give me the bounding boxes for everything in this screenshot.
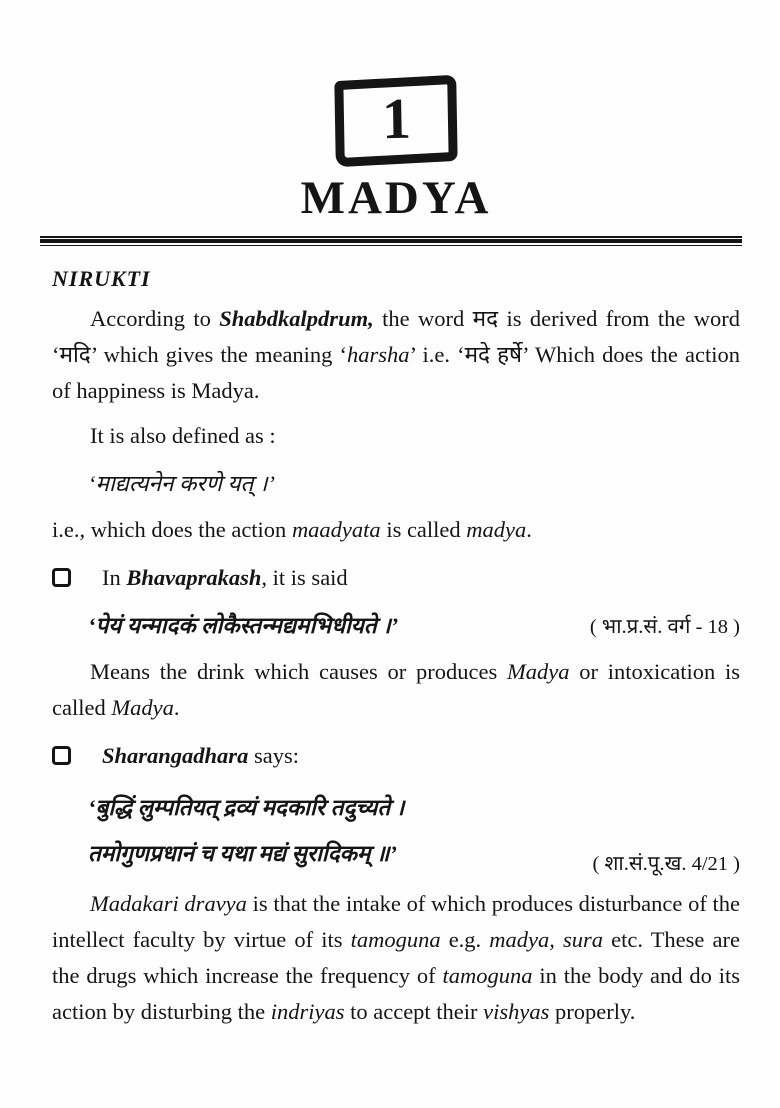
text-run: harsha <box>347 342 410 368</box>
text-run: According to <box>90 306 220 332</box>
verse-line-2: तमोगुणप्रधानं च यथा मद्यं सुरादिकम् ॥’ <box>88 841 398 867</box>
text-run: says: <box>248 743 299 769</box>
text-run: tamoguna <box>350 927 441 953</box>
text-run: मदे हर्षे <box>464 342 523 368</box>
text-run: मद <box>472 306 499 332</box>
text-run: vishyas <box>483 999 550 1025</box>
text-run: ’ i.e. ‘ <box>409 342 465 368</box>
text-run: the word <box>373 306 473 332</box>
paragraph-madakari-dravya <box>52 886 740 1030</box>
double-rule-divider <box>40 236 742 246</box>
section-heading: NIRUKTI <box>52 266 151 292</box>
square-bullet-icon <box>52 746 71 765</box>
text-run: is derived from the word ‘ <box>52 306 741 368</box>
text-run: to accept their <box>344 999 484 1025</box>
text-run: maadyata <box>291 517 381 543</box>
text-run: i.e., which does the action <box>52 517 292 543</box>
chapter-header <box>52 78 740 164</box>
quote-citation: ( शा.सं.पू.ख. 4/21 ) <box>592 853 740 876</box>
quote-citation: ( भा.प्र.सं. वर्ग - 18 ) <box>589 616 740 639</box>
sanskrit-quote-text: ‘माद्यत्यनेन करणे यत् ।’ <box>88 471 276 497</box>
text-run: ’ which gives the meaning ‘ <box>90 342 348 368</box>
text-run: or intoxication is called <box>52 659 741 721</box>
text-run: In <box>102 565 127 591</box>
square-bullet-icon <box>52 568 71 587</box>
text-run: ’ Which does the action of happiness is Madya. <box>52 342 740 404</box>
chapter-title: MADYA <box>300 172 492 224</box>
text-run: etc. These are the drugs which increase the frequency of <box>52 927 740 989</box>
text-run: properly. <box>549 999 636 1025</box>
text-run: in the body and do its action by disturbing the <box>52 963 740 1025</box>
text-run: Madya <box>507 659 570 685</box>
text-run: is called <box>380 517 467 543</box>
sanskrit-verse-sharangadhara <box>52 785 740 877</box>
verse-lines <box>88 785 404 877</box>
paragraph-ie-maadyata <box>52 512 740 548</box>
text-run: is that the intake of which produces disturbance of the intellect faculty by virtue of its <box>52 891 740 953</box>
text-run: Madakari dravya <box>90 891 247 917</box>
sanskrit-quote-definition <box>52 465 740 503</box>
chapter-number-box <box>334 75 457 167</box>
text-run: Madya <box>111 695 174 721</box>
text-run: It is also defined as : <box>90 423 276 449</box>
text-run: Means the drink which causes or produces <box>90 659 507 685</box>
text-run: . <box>173 695 180 721</box>
text-run: Sharangadhara <box>102 743 249 769</box>
text-run: . <box>526 517 532 543</box>
text-run: madya <box>466 517 527 543</box>
text-run: Bhavaprakash <box>126 565 262 591</box>
bullet-item-sharangadhara <box>52 738 740 774</box>
bullet-item-bhavaprakash <box>52 560 740 596</box>
sanskrit-quote-bhavaprakash <box>52 607 740 645</box>
text-run: madya, sura <box>489 927 604 953</box>
paragraph-means-drink <box>52 654 740 726</box>
paragraph-also-defined <box>52 418 740 454</box>
text-run: मदि <box>59 342 91 368</box>
text-run: Shabdkalpdrum, <box>219 306 374 332</box>
text-run: tamoguna <box>442 963 533 989</box>
bullet-item-text <box>102 560 348 596</box>
text-run: indriyas <box>270 999 345 1025</box>
sanskrit-quote-text: ‘पेयं यन्मादकं लोकैस्तन्मद्यमभिधीयते ।’ <box>88 613 399 639</box>
paragraph-derivation <box>52 301 740 409</box>
bullet-item-text <box>102 738 299 774</box>
verse-line-1: ‘बुद्धिं लुम्पतियत् द्रव्यं मदकारि तदुच्यते । <box>88 795 405 821</box>
chapter-number: 1 <box>380 85 412 152</box>
text-run: e.g. <box>440 927 490 953</box>
text-run: , it is said <box>261 565 348 591</box>
